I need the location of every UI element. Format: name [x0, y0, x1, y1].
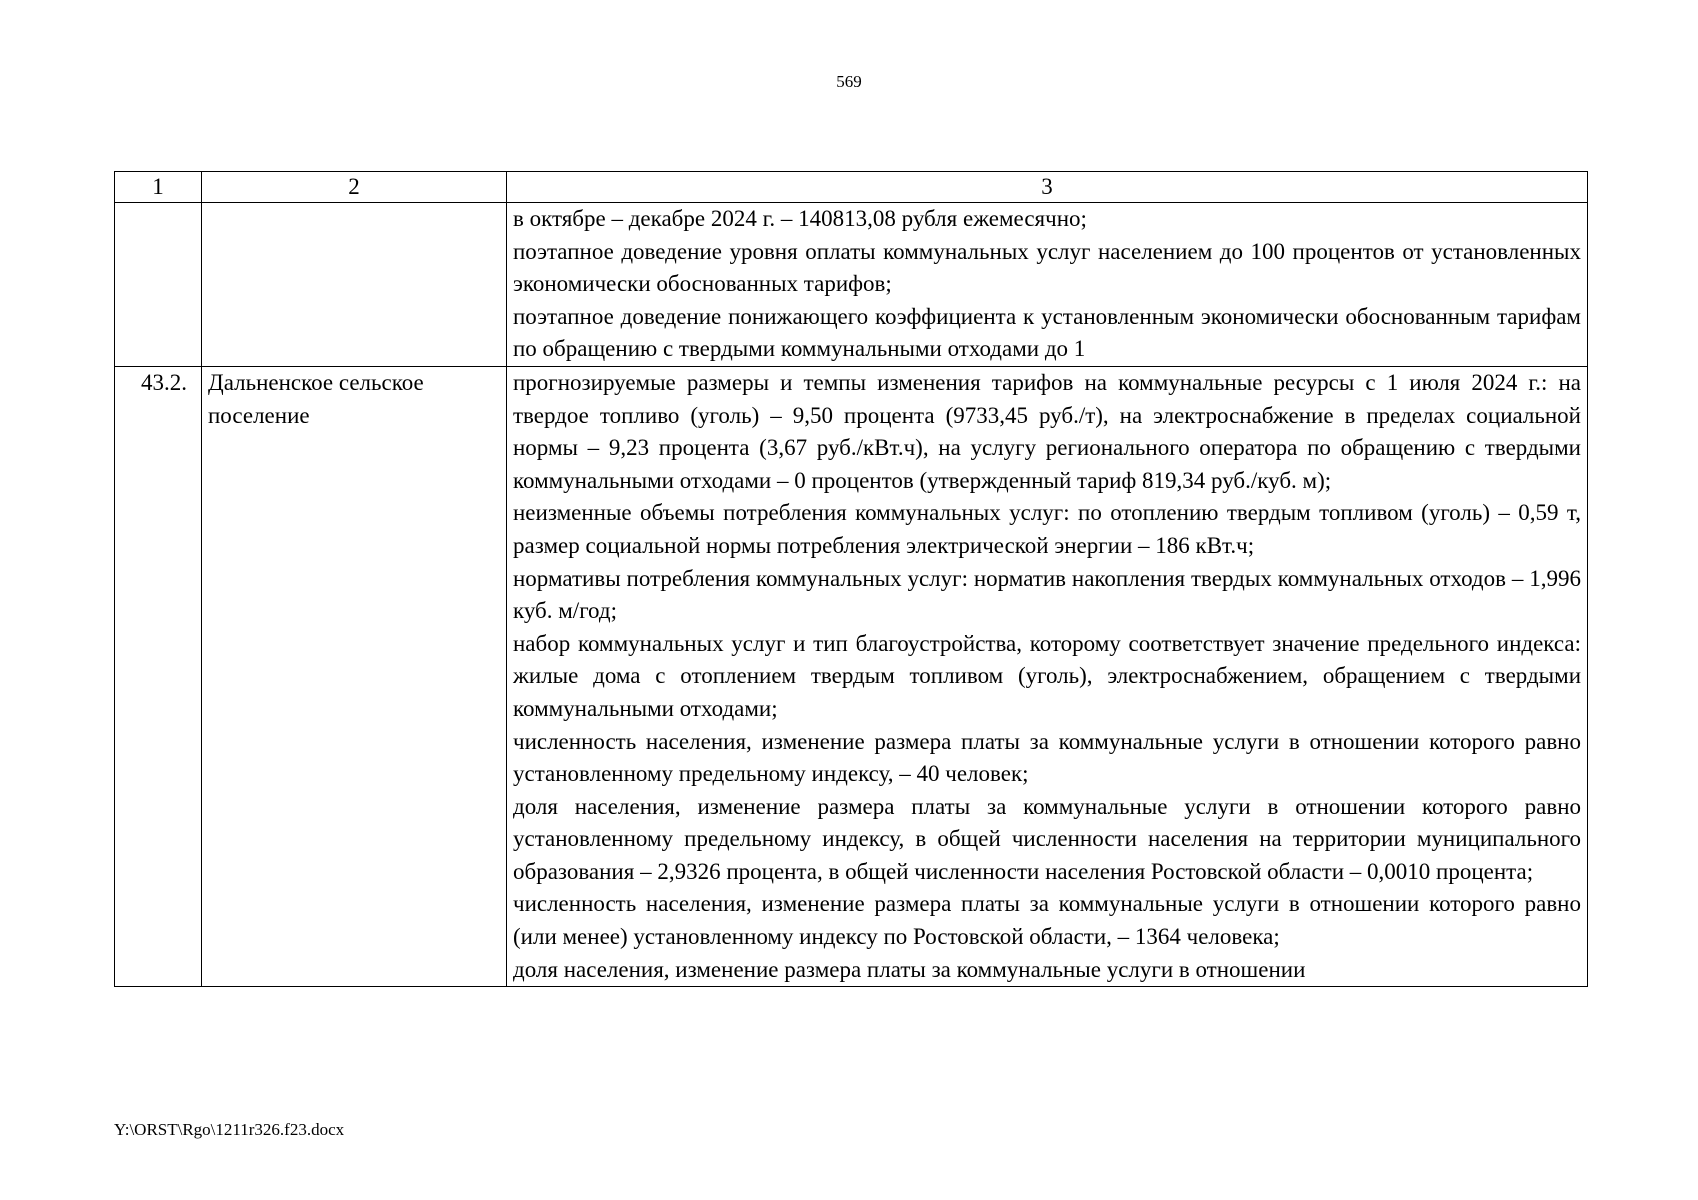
paragraph: в октябре – декабре 2024 г. – 140813,08 рубля ежемесячно; [513, 206, 1087, 231]
paragraph: численность населения, изменение размера платы за коммунальные услуги в отношении которого равно установленному предельному индексу, – 40 человек; [513, 728, 1581, 787]
paragraph: численность населения, изменение размера платы за коммунальные услуги в отношении которого равно (или менее) установленному индексу по Ростовской области, – 1364 человека; [513, 891, 1581, 950]
column-header: 1 [115, 172, 202, 203]
file-path-footer: Y:\ORST\Rgo\1211r326.f23.docx [114, 1120, 345, 1139]
tariff-table [114, 171, 1588, 987]
table-row [115, 203, 1588, 367]
column-header: 2 [202, 172, 507, 203]
table-row [115, 366, 1588, 986]
paragraph: неизменные объемы потребления коммунальных услуг: по отоплению твердым топливом (уголь) – 0,59 т, размер социальной нормы потребления электрической энергии – 186 кВт.ч; [513, 500, 1581, 558]
table-header-row [115, 172, 1588, 203]
paragraph: набор коммунальных услуг и тип благоустройства, которому соответствует значение предельного индекса: жилые дома с отоплением твердым топливом (уголь), электроснабжением, обращением с твердыми коммунальными отходами; [513, 630, 1581, 721]
row-content [507, 366, 1588, 986]
row-number [115, 203, 202, 367]
paragraph: доля населения, изменение размера платы за коммунальные услуги в отношении [513, 956, 1306, 982]
row-content [507, 203, 1588, 367]
column-header: 3 [507, 172, 1588, 203]
paragraph: доля населения, изменение размера платы за коммунальные услуги в отношении которого равно установленному предельному индексу, в общей численности населения на территории муниципального образования – 2,9326 процента, в общей численности населения Ростовской области – 0,0010 процента; [513, 793, 1581, 884]
page-number: 569 [836, 72, 862, 91]
municipality-name [202, 203, 507, 367]
paragraph: поэтапное доведение уровня оплаты коммунальных услуг населением до 100 процентов от установленных экономически обоснованных тарифов; [513, 238, 1581, 297]
paragraph: прогнозируемые размеры и темпы изменения тарифов на коммунальные ресурсы с 1 июля 2024 г.: на твердое топливо (уголь) – 9,50 процента (9733,45 руб./т), на электроснабжение в пределах социальной нормы – 9,23 процента (3,67 руб./кВт.ч), на услугу регионального оператора по обращению с твердыми коммунальными отходами – 0 процентов (утвержденный тариф 819,34 руб./куб. м); [513, 369, 1581, 493]
paragraph: поэтапное доведение понижающего коэффициента к установленным экономически обоснованным тарифам по обращению с твердыми коммунальными отходами до 1 [513, 303, 1581, 362]
row-number: 43.2. [115, 366, 202, 986]
paragraph: нормативы потребления коммунальных услуг: норматив накопления твердых коммунальных отходов – 1,996 куб. м/год; [513, 565, 1581, 624]
municipality-name: Дальненское сельское поселение [202, 366, 507, 986]
